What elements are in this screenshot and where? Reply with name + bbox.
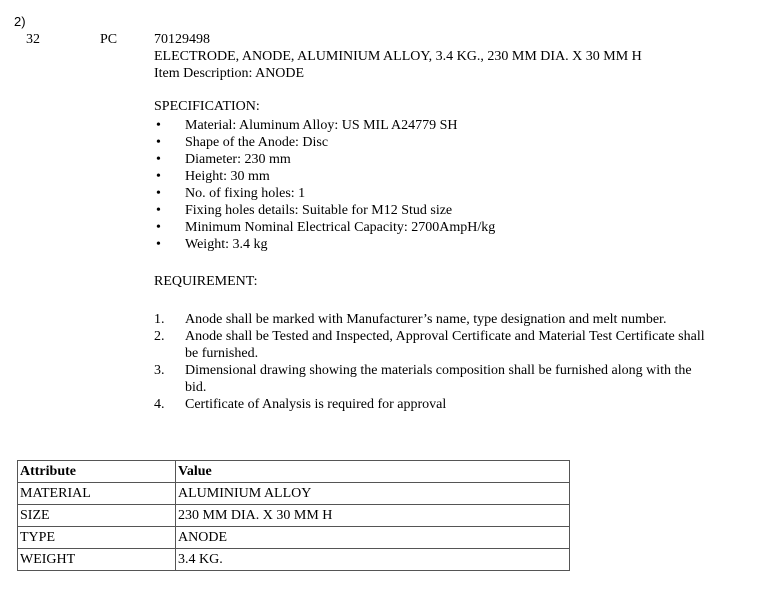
attributes-table: [17, 460, 570, 571]
spec-item: [154, 236, 495, 253]
requirement-item: [154, 362, 714, 396]
spec-item-text: Material: Aluminum Alloy: US MIL A24779 SH: [185, 118, 458, 133]
table-cell-value: 230 MM DIA. X 30 MM H: [176, 505, 570, 527]
specification-heading: SPECIFICATION:: [154, 99, 260, 114]
item-title: ELECTRODE, ANODE, ALUMINIUM ALLOY, 3.4 KG., 230 MM DIA. X 30 MM H: [154, 49, 642, 64]
requirement-text: Dimensional drawing showing the materials composition shall be furnished along with the bid.: [185, 363, 692, 395]
requirement-text: Anode shall be Tested and Inspected, Approval Certificate and Material Test Certificate shall be furnished.: [185, 329, 705, 361]
bullet-icon: •: [156, 169, 161, 184]
requirement-list: [154, 311, 714, 413]
spec-item-text: Fixing holes details: Suitable for M12 Stud size: [185, 203, 453, 218]
spec-item: [154, 219, 495, 236]
table-cell-attribute: TYPE: [18, 527, 176, 549]
requirement-number: 1.: [154, 312, 165, 327]
requirement-item: [154, 396, 714, 413]
requirement-item: [154, 328, 714, 362]
spec-item: [154, 185, 495, 202]
bullet-icon: •: [156, 203, 161, 218]
specification-list: [154, 117, 495, 253]
unit-of-measure: PC: [100, 32, 118, 47]
spec-item: [154, 117, 495, 134]
requirement-number: 2.: [154, 329, 165, 344]
table-cell-value: ALUMINIUM ALLOY: [176, 483, 570, 505]
requirement-item: [154, 311, 714, 328]
table-row: [18, 483, 570, 505]
bullet-icon: •: [156, 237, 161, 252]
spec-item: [154, 168, 495, 185]
bullet-icon: •: [156, 118, 161, 133]
bullet-icon: •: [156, 220, 161, 235]
requirement-text: Anode shall be marked with Manufacturer’s name, type designation and melt number.: [185, 312, 667, 327]
requirement-number: 3.: [154, 363, 165, 378]
table-header-value: Value: [176, 461, 570, 483]
spec-item-text: Height: 30 mm: [185, 169, 270, 184]
table-row: [18, 527, 570, 549]
spec-item-text: Diameter: 230 mm: [185, 152, 291, 167]
table-cell-attribute: WEIGHT: [18, 549, 176, 571]
spec-item: [154, 134, 495, 151]
spec-item-text: Minimum Nominal Electrical Capacity: 2700AmpH/kg: [185, 220, 496, 235]
spec-item: [154, 151, 495, 168]
requirement-text: Certificate of Analysis is required for approval: [185, 397, 447, 412]
spec-item-text: No. of fixing holes: 1: [185, 186, 306, 201]
item-number: 2): [14, 14, 26, 29]
requirement-number: 4.: [154, 397, 165, 412]
table-cell-attribute: MATERIAL: [18, 483, 176, 505]
spec-item-text: Shape of the Anode: Disc: [185, 135, 329, 150]
item-description: Item Description: ANODE: [154, 66, 305, 81]
bullet-icon: •: [156, 186, 161, 201]
table-cell-value: 3.4 KG.: [176, 549, 570, 571]
bullet-icon: •: [156, 135, 161, 150]
bullet-icon: •: [156, 152, 161, 167]
spec-item: [154, 202, 495, 219]
table-cell-attribute: SIZE: [18, 505, 176, 527]
quantity: 32: [26, 32, 40, 47]
table-header-attribute: Attribute: [18, 461, 176, 483]
table-row: [18, 549, 570, 571]
requirement-heading: REQUIREMENT:: [154, 274, 258, 289]
spec-item-text: Weight: 3.4 kg: [185, 237, 268, 252]
table-header-row: [18, 461, 570, 483]
table-row: [18, 505, 570, 527]
table-cell-value: ANODE: [176, 527, 570, 549]
item-code: 70129498: [154, 32, 210, 47]
